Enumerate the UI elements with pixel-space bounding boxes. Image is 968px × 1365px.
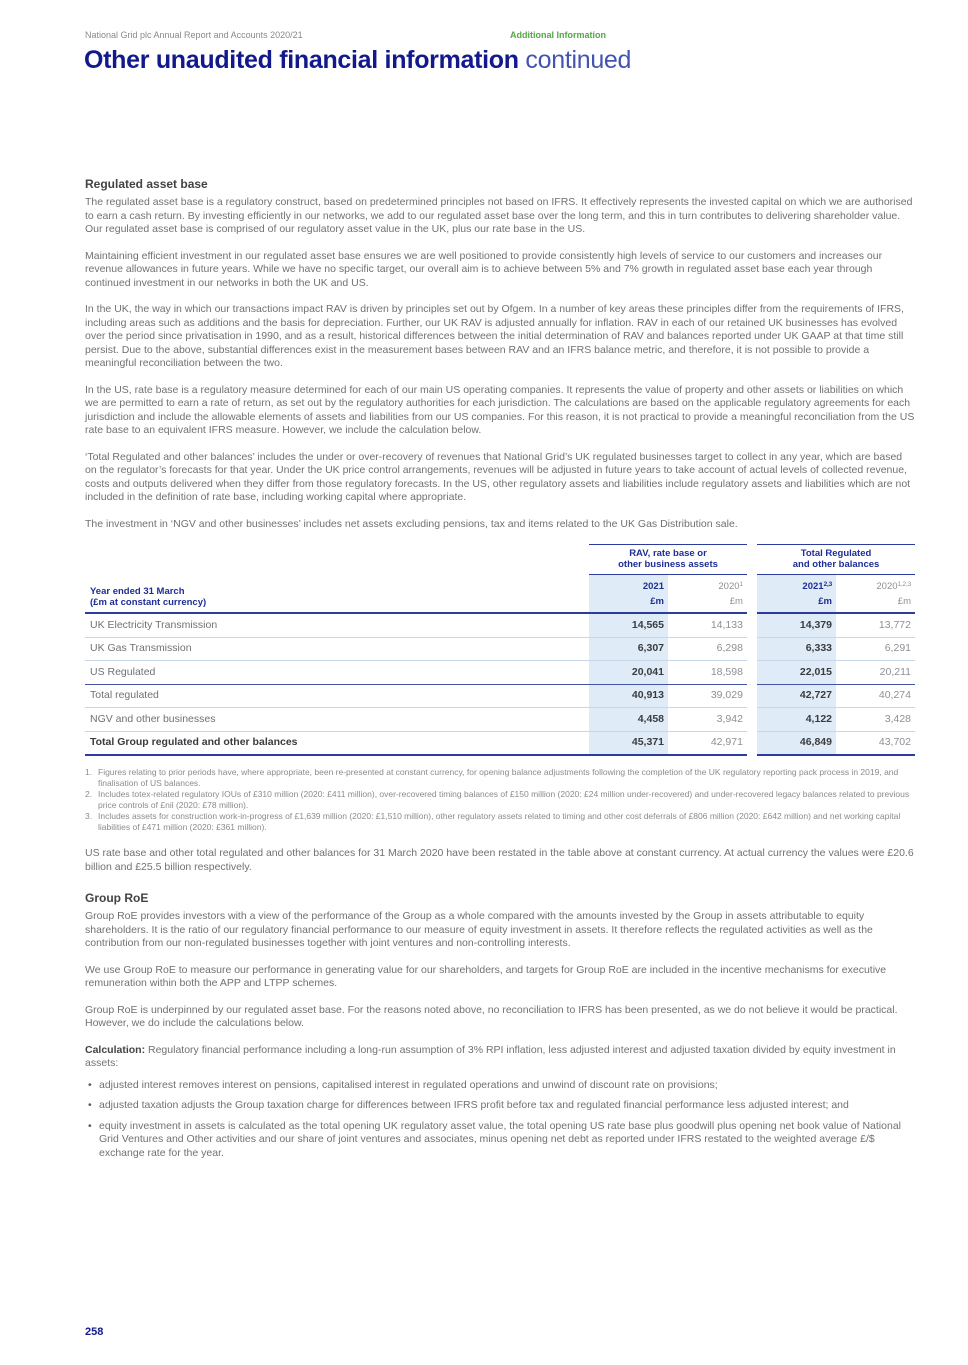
page-title-main: Other unaudited financial information <box>84 46 519 74</box>
section-label: Additional Information <box>510 30 606 40</box>
paragraph: Group RoE is underpinned by our regulated asset base. For the reasons noted above, no reconciliation to IFRS has been presented, as we do not believe it would be practical. However, we do include the calculations below. <box>85 1003 898 1029</box>
list-item: • adjusted taxation adjusts the Group taxation charge for differences between IFRS profit before tax and regulated financial performance less adjusted interest; and <box>85 1099 915 1113</box>
table-group-header-row <box>85 545 915 575</box>
group-header-total-regulated: Total Regulated and other balances <box>757 545 915 575</box>
row-axis-header: Year ended 31 March (£m at constant currency) <box>85 575 589 614</box>
bullet-icon: • <box>88 1119 92 1132</box>
group-header-rav: RAV, rate base or other business assets <box>589 545 747 575</box>
paragraph: Group RoE provides investors with a view of the performance of the Group as a whole compared with the amounts invested by the Group in assets attributable to equity shareholders. It is the ratio of our regulatory financial performance to our measure of equity investment in assets. It therefore reflects the regulated activities as well as the contribution from our non-regulated businesses together with joint ventures and non-controlling interests. <box>85 910 873 949</box>
paragraph: Maintaining efficient investment in our regulated asset base ensures we are well positioned to provide consistently high levels of service to our customers and increases our revenue allowances in future years. While we have no specific target, our overall aim is to achieve between 5% and 7% growth in regulated asset base each year through continued investment in our networks in both the UK and US. <box>85 249 883 289</box>
table-year-header-row <box>85 575 915 595</box>
main-content <box>85 177 915 1167</box>
page-title-continued: continued <box>518 46 632 74</box>
paragraph: In the UK, the way in which our transactions impact RAV is driven by principles set out by Ofgem. In a number of key areas these principles differ from the requirements of IFRS, including areas such as additions and the basis for depreciation. Further, our UK RAV is adjusted annually for inflation. RAV in each of our retained UK businesses has evolved over the period since privatisation in 1990, and as a result, historical differences between the initial determination of RAV and balances reported under UK GAAP at that time still persist. Due to the above, substantial differences exist in the measurement bases between RAV and an IFRS balance metric, and therefore, it is not possible to provide a meaningful reconciliation between the two. <box>85 303 904 369</box>
page-number: 258 <box>85 1326 104 1338</box>
col-header-2021-total: 2021$^{2,3}$ <box>757 575 836 595</box>
footnote: 1. Figures relating to prior periods have, where appropriate, been re-presented at constant currency, for opening balance adjustments following the completion of the UK regulatory reporting pack process in 2019, and finalisation of US balances. <box>85 767 899 788</box>
col-header-2020-total: 2020$^{1,2,3}$ <box>876 581 911 592</box>
calculation-label: Calculation: <box>85 1043 146 1056</box>
list-item: • equity investment in assets is calculated as the total opening UK regulatory asset value, the total opening US rate base plus goodwill plus opening net book value of National Grid Ventures and Other activities and our share of joint ventures and associates, minus opening net debt as reported under IFRS restated to the weighted average £/$ exchange rate for the year. <box>85 1120 915 1161</box>
unit-label: £m <box>757 595 836 614</box>
footnotes <box>85 767 915 833</box>
table-row-grand-total: Total Group regulated and other balances 45,371 42,971 46,849 43,702 <box>85 731 915 755</box>
paragraph-calculation: Calculation: Regulatory financial performance including a long-run assumption of 3% RPI inflation, less adjusted interest and adjusted taxation divided by equity investment in assets: <box>85 1043 896 1069</box>
unit-label: £m <box>836 595 915 614</box>
table-row-subtotal: Total regulated 40,913 39,029 42,727 40,274 <box>85 684 915 708</box>
unit-label: £m <box>668 595 747 614</box>
regulated-balances-table <box>85 544 915 756</box>
page-title <box>84 46 631 75</box>
bullet-list <box>85 1079 915 1161</box>
bullet-icon: • <box>88 1099 92 1111</box>
table-row: NGV and other businesses 4,458 3,942 4,122 3,428 <box>85 708 915 732</box>
paragraph: ‘Total Regulated and other balances’ includes the under or over-recovery of revenues that National Grid’s UK regulated businesses target to collect in any year, which are based on the regulator’s forecasts for that year. Under the UK price control arrangements, revenues will be adjusted in future years to take account of actual levels of collected revenue, costs and outputs delivered when they differ from those regulatory forecasts. In the US, other regulatory assets and liabilities include regulatory assets and liabilities which are not included in the definition of rate base, including working capital where appropriate. <box>85 450 911 503</box>
paragraph: The investment in ‘NGV and other businesses’ includes net assets excluding pensions, tax and items related to the UK Gas Distribution sale. <box>85 517 738 530</box>
paragraph-restatement: US rate base and other total regulated and other balances for 31 March 2020 have been restated in the table above at constant currency. At actual currency the values were £20.6 billion and £25.5 billion respectively. <box>85 847 914 873</box>
unit-label: £m <box>589 595 668 614</box>
section-heading-regulated-asset-base: Regulated asset base <box>85 177 208 191</box>
footnote: 3. Includes assets for construction work-in-progress of £1,639 million (2020: £1,510 million), other regulatory assets related to timing and other cost deferrals of £806 million (2020: £642 million) and net working capital liabilities of £471 million (2020: £361 million). <box>85 811 901 832</box>
paragraph: The regulated asset base is a regulatory construct, based on predetermined principles not based on IFRS. It effectively represents the invested capital on which we are authorised to earn a cash return. By investing efficiently in our networks, we add to our regulated asset base over the long term, and this in turn contributes to delivering shareholder value. Our regulated asset base is comprised of our regulatory asset value in the UK, plus our rate base in the US. <box>85 196 913 235</box>
paragraph: We use Group RoE to measure our performance in generating value for our shareholders, and targets for Group RoE are included in the incentive mechanisms for executive remuneration within both the APP and LTPP schemes. <box>85 963 887 989</box>
list-item: • adjusted interest removes interest on pensions, capitalised interest in regulated operations and unwind of discount rate on provisions; <box>85 1079 915 1093</box>
table-row: US Regulated 20,041 18,598 22,015 20,211 <box>85 661 915 685</box>
section-heading-group-roe: Group RoE <box>85 891 149 905</box>
table-row: UK Electricity Transmission 14,565 14,133 14,379 13,772 <box>85 613 915 637</box>
report-name: National Grid plc Annual Report and Accounts 2020/21 <box>85 30 303 40</box>
paragraph: In the US, rate base is a regulatory measure determined for each of our main US operating companies. It represents the value of property and other assets or liabilities on which we are permitted to earn a rate of return, as set out by the regulatory authorities for each jurisdiction. The calculations are based on the applicable regulatory agreements for each jurisdiction and include the allowable elements of assets and liabilities from our US companies. For this reason, it is not practical to provide a meaningful reconciliation from the US rate base to an equivalent IFRS measure. However, we include the calculation below. <box>85 383 915 436</box>
col-header-2020: 2020$^1$ <box>718 581 743 592</box>
col-header-2021: 2021 <box>589 575 668 595</box>
table-row: UK Gas Transmission 6,307 6,298 6,333 6,291 <box>85 637 915 661</box>
footnote: 2. Includes totex-related regulatory IOUs of £310 million (2020: £411 million), over-recovered timing balances of £150 million (2020: £24 million under-recovered) and under-recovered legacy balances related to previous price controls of £nil (2020: £78 million). <box>85 789 910 810</box>
bullet-icon: • <box>88 1078 92 1091</box>
